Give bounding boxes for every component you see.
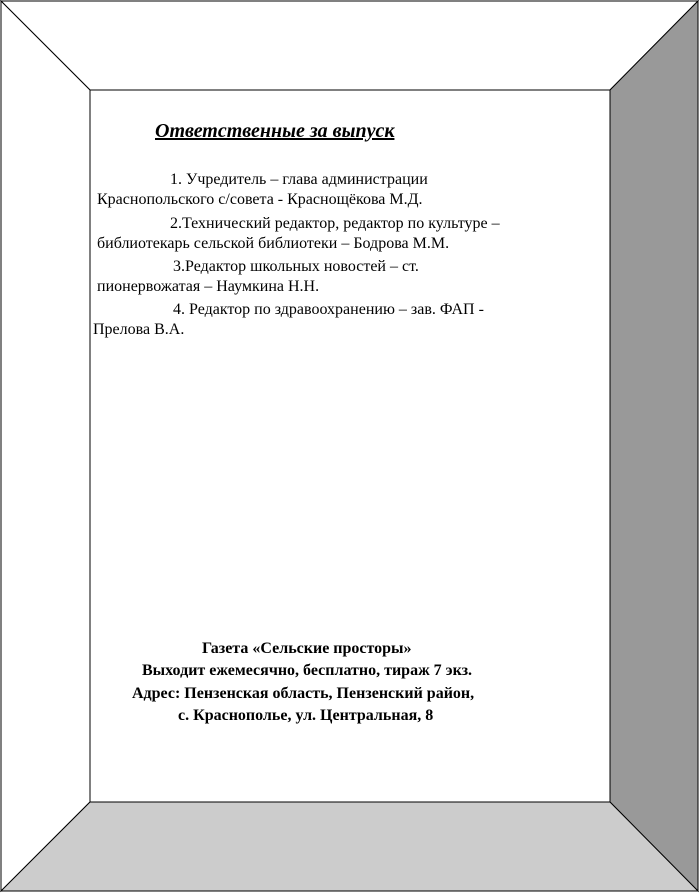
address-line-2: с. Краснополье, ул. Центральная, 8 [178, 707, 434, 724]
responsible-heading: Ответственные за выпуск [155, 120, 395, 142]
page-content [90, 90, 610, 802]
staff-item-2-line-2: библиотекарь сельской библиотеки – Бодрова М.М. [97, 235, 450, 252]
frame-top-bevel [1, 1, 698, 90]
staff-item-3-line-1: 3.Редактор школьных новостей – ст. [173, 258, 419, 275]
newspaper-name: Газета «Сельские просторы» [202, 640, 412, 657]
publication-frequency: Выходит ежемесячно, бесплатно, тираж 7 экз. [142, 662, 473, 679]
frame-left-bevel [1, 1, 90, 891]
staff-item-3-line-2: пионервожатая – Наумкина Н.Н. [97, 278, 320, 295]
staff-item-4-line-2: Прелова В.А. [93, 321, 185, 338]
staff-item-4-line-1: 4. Редактор по здравоохранению – зав. ФАП - [173, 301, 484, 318]
address-line-1: Адрес: Пензенская область, Пензенский район, [132, 685, 475, 702]
frame-bottom-bevel [1, 802, 698, 891]
staff-item-1-line-2: Краснопольского с/совета - Краснощёкова М.Д. [97, 191, 423, 208]
staff-item-2-line-1: 2.Технический редактор, редактор по культуре – [170, 215, 500, 232]
frame-right-bevel [610, 1, 698, 891]
staff-item-1-line-1: 1. Учредитель – глава администрации [170, 171, 428, 188]
